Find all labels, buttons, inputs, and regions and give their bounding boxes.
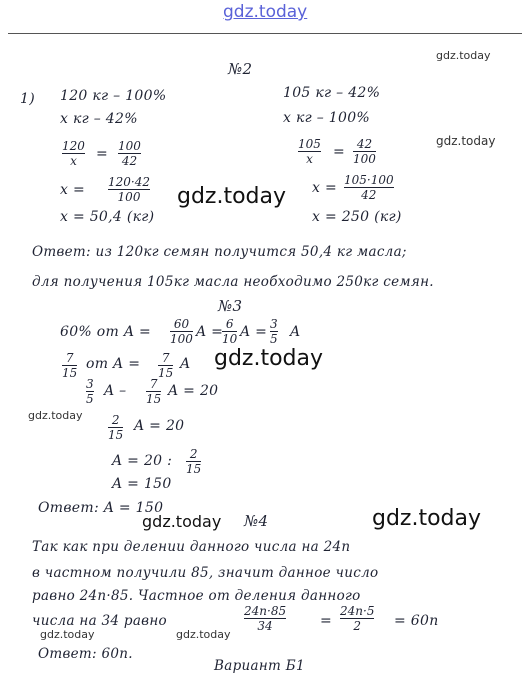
watermark-small: gdz.today	[436, 49, 491, 62]
task3-number: №3	[218, 297, 243, 315]
task3-line2-text: от A =	[86, 356, 141, 372]
task3-line5-fraction: 2 15	[186, 447, 202, 476]
task2-item-number: 1)	[20, 91, 35, 107]
task2-right-line4-lhs: x =	[312, 180, 337, 196]
task3-line1-text: 60% от A =	[60, 324, 152, 340]
task3-line3-fraction1: 3 5	[86, 377, 94, 406]
watermark-large: gdz.today	[177, 184, 287, 209]
watermark-small: gdz.today	[28, 409, 83, 422]
task4-line4-fraction2: 24n·5 2	[340, 604, 375, 633]
task4-line4-fraction1: 24n·85 34	[244, 604, 287, 633]
task4-line2: в частном получили 85, значит данное число	[32, 565, 379, 581]
task3-line1-text4: A	[290, 324, 301, 340]
task3-line1-fraction2: 6 10	[222, 317, 238, 346]
task4-answer: Ответ: 60n.	[38, 646, 133, 662]
task3-line3-text2: A = 20	[168, 383, 219, 399]
task3-line2-text2: A	[180, 356, 191, 372]
task4-line4-equals: =	[320, 613, 333, 629]
task2-answer-line1: Ответ: из 120кг семян получится 50,4 кг масла;	[32, 244, 407, 260]
watermark-medium: gdz.today	[142, 512, 222, 531]
task3-line6: A = 150	[112, 476, 172, 492]
task3-line4-text: A = 20	[134, 418, 185, 434]
watermark-header-link[interactable]: gdz.today	[223, 2, 308, 22]
task2-left-line4-lhs: x =	[60, 182, 85, 198]
watermark-small: gdz.today	[436, 134, 496, 148]
task2-right-result: x = 250 (кг)	[312, 209, 402, 225]
task2-answer-line2: для получения 105кг масла необходимо 250кг семян.	[32, 274, 434, 290]
task4-number: №4	[244, 512, 269, 530]
task3-line1-text3: A =	[240, 324, 268, 340]
task2-right-fraction2: 42 100	[353, 137, 376, 166]
task2-right-line2: x кг – 100%	[283, 110, 371, 126]
task2-left-line2: x кг – 42%	[60, 111, 138, 127]
task2-number: №2	[228, 60, 253, 78]
task4-line3: равно 24n·85. Частное от деления данного	[32, 588, 361, 604]
task2-right-fraction3: 105·100 42	[344, 173, 394, 202]
task2-left-fraction3: 120·42 100	[108, 175, 150, 204]
task4-line4-text: числа на 34 равно	[32, 613, 167, 629]
task4-line4-result: = 60n	[394, 613, 439, 629]
task3-line1-fraction3: 3 5	[270, 317, 278, 346]
task3-line4-fraction: 2 15	[108, 413, 124, 442]
task2-right-line1: 105 кг – 42%	[283, 85, 381, 101]
task3-line1-fraction1: 60 100	[170, 317, 193, 346]
task3-line5-text: A = 20 :	[112, 453, 173, 469]
task2-left-equals: =	[96, 146, 109, 162]
watermark-small: gdz.today	[40, 628, 95, 641]
task3-line1-text2: A =	[196, 324, 224, 340]
task2-right-fraction1: 105 x	[298, 137, 321, 166]
task2-left-fraction1: 120 x	[62, 139, 85, 168]
task2-left-fraction2: 100 42	[118, 139, 141, 168]
watermark-large: gdz.today	[214, 346, 324, 371]
header-divider	[8, 33, 522, 34]
watermark-large: gdz.today	[372, 506, 482, 531]
task3-line3-fraction2: 7 15	[146, 377, 162, 406]
task2-left-result: x = 50,4 (кг)	[60, 209, 155, 225]
task3-line3-text: A –	[104, 383, 127, 399]
task3-line2-fraction1: 7 15	[62, 351, 78, 380]
variant-heading: Вариант Б1	[214, 658, 305, 674]
task2-left-line1: 120 кг – 100%	[60, 88, 167, 104]
task2-right-equals: =	[333, 144, 346, 160]
watermark-small: gdz.today	[176, 628, 231, 641]
task4-line1: Так как при делении данного числа на 24n	[32, 539, 351, 555]
task3-line2-fraction2: 7 15	[158, 351, 174, 380]
task3-answer: Ответ: A = 150	[38, 500, 164, 516]
